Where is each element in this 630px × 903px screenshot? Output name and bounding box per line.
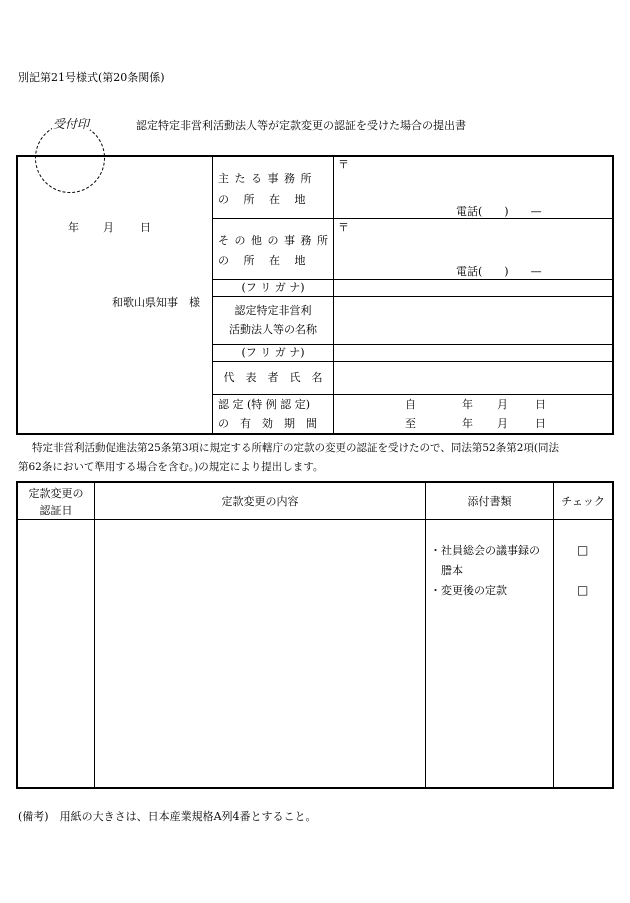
t1-row-line xyxy=(212,361,613,362)
header-attachments: 添付書類 xyxy=(467,495,512,508)
t2-divider-v3 xyxy=(553,481,554,789)
t1-row-line xyxy=(212,279,613,280)
attachment-checkbox[interactable]: □ xyxy=(577,583,589,597)
furigana-label: (フ リ ガ ナ) xyxy=(241,346,305,359)
period-to-month: 月 xyxy=(497,417,508,430)
header-approval-date-2: 認証日 xyxy=(39,504,73,517)
period-to: 至 xyxy=(405,417,416,430)
t1-top-border xyxy=(16,155,614,157)
t1-divider-v1 xyxy=(212,155,213,435)
attachment-item: ・変更後の定款 xyxy=(430,584,507,597)
attachment-item-cont: 謄本 xyxy=(441,564,463,577)
phone-label: 電話( ) — xyxy=(456,205,542,218)
reception-stamp-circle xyxy=(35,123,105,193)
t2-header-line xyxy=(16,519,614,520)
postal-mark: 〒 xyxy=(338,221,349,234)
other-office-label-2: の 所 在 地 xyxy=(218,254,306,267)
main-office-label-2: の 所 在 地 xyxy=(218,193,306,206)
statement-line-1: 特定非営利活動促進法第25条第3項に規定する所轄庁の定款の変更の認証を受けたので、同法第52条第2項(同法 xyxy=(32,442,559,454)
t2-divider-v2 xyxy=(425,481,426,789)
attachment-checkbox[interactable]: □ xyxy=(577,543,589,557)
postal-mark: 〒 xyxy=(338,158,349,171)
other-office-label-1: そ の 他 の 事 務 所 xyxy=(218,234,329,247)
period-label-2: の 有 効 期 間 xyxy=(218,417,317,430)
t2-top-border xyxy=(16,481,614,483)
t1-row-line xyxy=(212,394,613,395)
addressee: 和歌山県知事 様 xyxy=(112,296,200,309)
header-check: チェック xyxy=(561,495,605,508)
period-to-day: 日 xyxy=(535,417,546,430)
t2-right-border xyxy=(612,481,614,789)
t1-divider-v2 xyxy=(333,155,334,435)
date-month-label: 月 xyxy=(103,221,114,234)
header-approval-date-1: 定款変更の xyxy=(28,487,84,500)
corp-name-label-1: 認定特定非営利 xyxy=(234,304,312,317)
t1-row-line xyxy=(212,344,613,345)
period-label-1: 認 定 (特 例 認 定) xyxy=(218,398,311,411)
main-office-label-1: 主 た る 事 務 所 xyxy=(218,172,313,185)
t2-divider-v1 xyxy=(94,481,95,789)
date-year-label: 年 xyxy=(68,221,79,234)
t1-row-line xyxy=(212,218,613,219)
t1-left-border xyxy=(16,155,18,435)
t1-bottom-border xyxy=(16,433,614,435)
period-from-day: 日 xyxy=(535,398,546,411)
period-from: 自 xyxy=(405,398,416,411)
phone-label: 電話( ) — xyxy=(456,265,542,278)
document-title: 認定特定非営利活動法人等が定款変更の認証を受けた場合の提出書 xyxy=(136,119,466,132)
header-change-content: 定款変更の内容 xyxy=(221,495,299,508)
t2-left-border xyxy=(16,481,18,789)
period-to-year: 年 xyxy=(462,417,473,430)
representative-name-label: 代 表 者 氏 名 xyxy=(223,371,323,384)
footnote: (備考) 用紙の大きさは、日本産業規格A列4番とすること。 xyxy=(18,810,317,823)
form-id: 別記第21号様式(第20条関係) xyxy=(18,71,165,84)
period-from-year: 年 xyxy=(462,398,473,411)
t2-bottom-border xyxy=(16,787,614,789)
reception-stamp-label: 受付印 xyxy=(53,117,90,131)
corp-name-label-2: 活動法人等の名称 xyxy=(229,323,317,336)
furigana-label: (フ リ ガ ナ) xyxy=(241,281,305,294)
t1-right-border xyxy=(612,155,614,435)
t1-row-line xyxy=(212,296,613,297)
period-from-month: 月 xyxy=(497,398,508,411)
date-day-label: 日 xyxy=(140,221,151,234)
attachment-item: ・社員総会の議事録の xyxy=(430,544,540,557)
statement-line-2: 第62条において準用する場合を含む。)の規定により提出します。 xyxy=(18,461,324,473)
